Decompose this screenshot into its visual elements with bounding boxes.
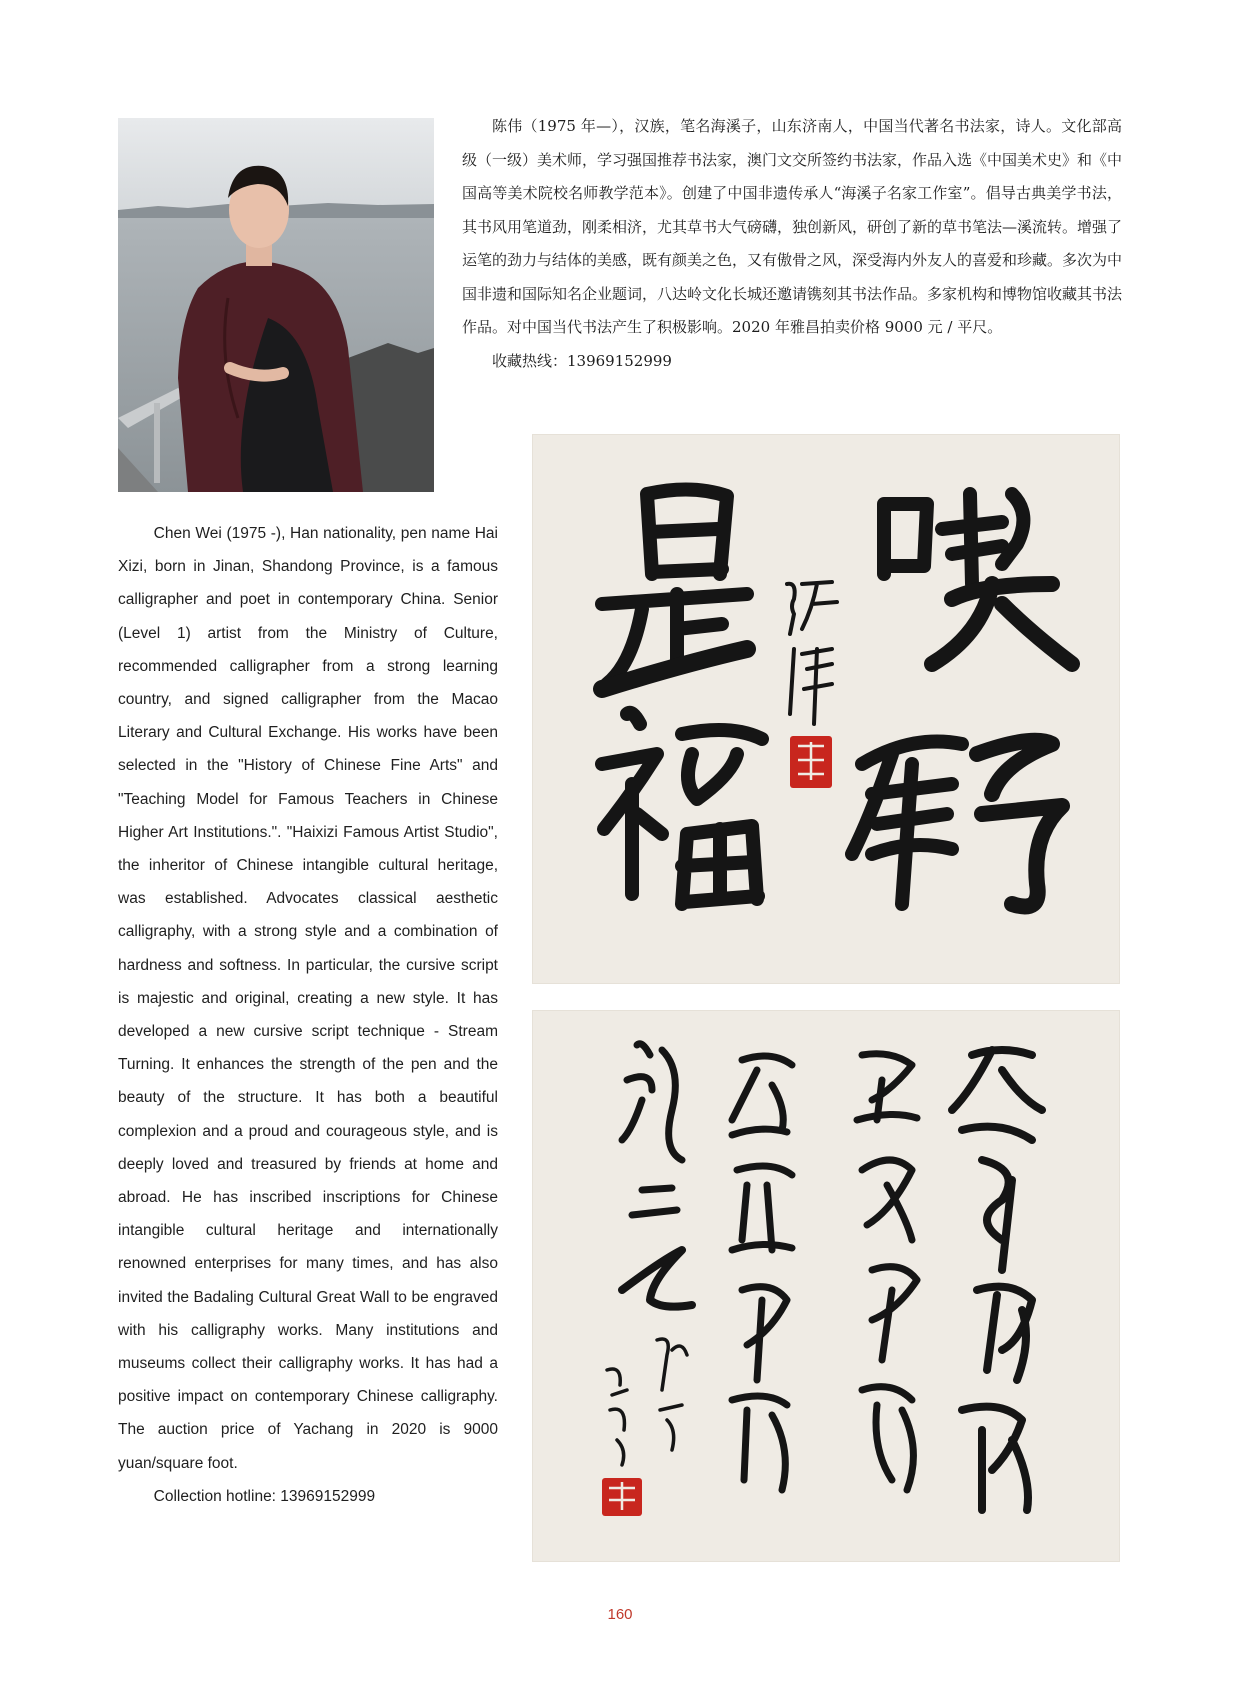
page-number: 160 [607,1606,633,1623]
biography-chinese [462,110,1122,378]
biography-english [118,517,498,1513]
biography-english-paragraph: Chen Wei (1975 -), Han nationality, pen name Hai Xizi, born in Jinan, Shandong Province, is a famous calligrapher and poet in contemporary China. Senior (Level 1) artist from the Ministry of Culture, recommended calligrapher from a strong learning country, and signed calligrapher from the Macao Literary and Cultural Exchange. His works have been selected in the "History of Chinese Fine Arts" and "Teaching Model for Famous Teachers in Chinese Higher Art Institutions.". "Haixizi Famous Artist Studio", the inheritor of Chinese intangible cultural heritage, was established. Advocates classical aesthetic calligraphy, with a strong style and a combination of hardness and softness. In particular, the cursive script is majestic and original, creating a new style. It has developed a new cursive script technique - Stream Turning. It enhances the strength of the pen and the beauty of the structure. It has both a beautiful complexion and a proud and courageous style, and is deeply loved and treasured by friends at home and abroad. He has inscribed inscriptions for Chinese intangible cultural heritage and internationally renowned enterprises for many times, and has also invited the Badaling Cultural Great Wall to be engraved with his calligraphy works. Many institutions and museums collect their calligraphy works. It has had a positive impact on contemporary Chinese calligraphy. The auction price of Yachang in 2020 is 9000 yuan/square foot. [118,525,498,1472]
calligraphy-cursive-strokes [532,1010,1120,1562]
collection-hotline-chinese: 收藏热线：13969152999 [492,351,672,370]
red-seal-stamp-cursive [602,1478,642,1516]
author-portrait-photo [118,118,434,492]
calligraphy-artwork-cursive-poem [532,1010,1120,1562]
calligraphy-brush-strokes [532,434,1120,984]
collection-hotline-english: Collection hotline: 13969152999 [153,1487,376,1505]
red-seal-stamp [790,736,832,788]
biography-chinese-paragraph: 陈伟（1975 年—），汉族，笔名海溪子，山东济南人，中国当代著名书法家，诗人。文化部高级（一级）美术师，学习强国推荐书法家，澳门文交所签约书法家，作品入选《中国美术史》和《中国高等美术院校名师教学范本》。创建了中国非遗传承人“海溪子名家工作室”。倡导古典美学书法，其书风用笔道劲，刚柔相济，尤其草书大气磅礴，独创新风，研创了新的草书笔法—溪流转。增强了运笔的劲力与结体的美感，既有颜美之色，又有傲骨之风，深受海内外友人的喜爱和珍藏。多次为中国非遗和国际知名企业题词，八达岭文化长城还邀请镌刻其书法作品。多家机构和博物馆收藏其书法作品。对中国当代书法产生了积极影响。2020 年雅昌拍卖价格 9000 元 / 平尺。 [462,117,1123,336]
calligraphy-artwork-chikui-shifu [532,434,1120,984]
